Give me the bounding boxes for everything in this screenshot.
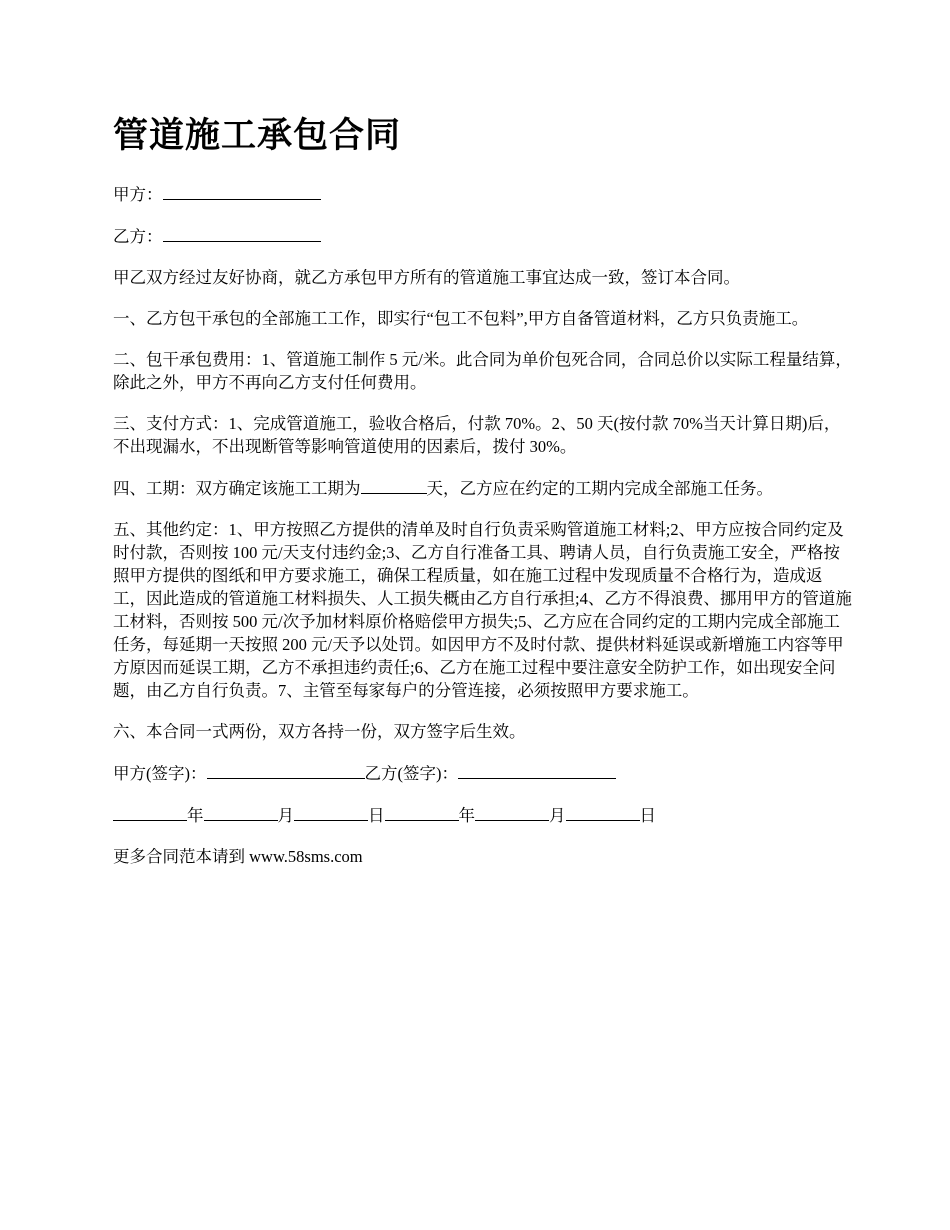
construction-days-blank	[361, 476, 427, 494]
clause-6: 六、本合同一式两份，双方各持一份，双方签字后生效。	[113, 722, 526, 741]
year-b-blank	[385, 803, 459, 821]
party-b-line	[113, 224, 853, 248]
date-line	[113, 803, 853, 827]
month-a-label: 月	[277, 806, 294, 825]
signature-line	[113, 761, 853, 785]
party-a-label: 甲方：	[113, 185, 163, 204]
sign-b-blank	[458, 761, 616, 779]
contract-page	[113, 110, 853, 886]
day-b-label: 日	[639, 806, 656, 825]
day-a-blank	[294, 803, 368, 821]
year-a-blank	[113, 803, 187, 821]
clause-1: 一、乙方包干承包的全部施工工作，即实行“包工不包料”,甲方自备管道材料，乙方只负责施工。	[113, 309, 809, 328]
month-b-label: 月	[549, 806, 566, 825]
sign-b-label: 乙方(签字)：	[364, 764, 458, 783]
year-b-label: 年	[458, 806, 475, 825]
clause-4	[113, 476, 853, 500]
clause-3: 三、支付方式：1、完成管道施工，验收合格后，付款 70%。2、50 天(按付款 70%当天计算日期)后，不出现漏水，不出现断管等影响管道使用的因素后，拨付 30%。	[113, 414, 841, 456]
clause-2: 二、包干承包费用：1、管道施工制作 5 元/米。此合同为单价包死合同，合同总价以实际工程量结算，除此之外，甲方不再向乙方支付任何费用。	[113, 350, 852, 392]
clause-4-prefix: 四、工期：双方确定该施工工期为	[113, 479, 361, 498]
clause-5: 五、其他约定：1、甲方按照乙方提供的清单及时自行负责采购管道施工材料;2、甲方应按合同约定及时付款，否则按 100 元/天支付违约金;3、乙方自行准备工具、聘请人员，自行负责施工安全，严格按照甲方提供的图纸和甲方要求施工，确保工程质量，如在施工过程中发现质量不合格行为，造成返工，因此造成的管道施工材料损失、人工损失概由乙方自行承担;4、乙方不得浪费、挪用甲方的管道施工材料，否则按 500 元/次予加材料原价格赔偿甲方损失;5、乙方应在合同约定的工期内完成全部施工任务，每延期一天按照 200 元/天予以处罚。如因甲方不及时付款、提供材料延误或新增施工内容等甲方原因而延误工期，乙方不承担违约责任;6、乙方在施工过程中要注意安全防护工作，如出现安全问题，由乙方自行负责。7、主管至每家每户的分管连接，必须按照甲方要求施工。	[113, 520, 852, 700]
page-title: 管道施工承包合同	[113, 116, 402, 156]
year-a-label: 年	[187, 806, 204, 825]
party-a-line	[113, 182, 853, 206]
party-b-blank	[163, 224, 321, 242]
footer-note: 更多合同范本请到 www.58sms.com	[113, 847, 363, 866]
day-b-blank	[566, 803, 640, 821]
month-b-blank	[475, 803, 549, 821]
sign-a-label: 甲方(签字)：	[113, 764, 207, 783]
clause-4-suffix: 天，乙方应在约定的工期内完成全部施工任务。	[426, 479, 773, 498]
sign-a-blank	[207, 761, 365, 779]
month-a-blank	[204, 803, 278, 821]
party-a-blank	[163, 182, 321, 200]
party-b-label: 乙方：	[113, 227, 163, 246]
intro-paragraph: 甲乙双方经过友好协商，就乙方承包甲方所有的管道施工事宜达成一致，签订本合同。	[113, 268, 740, 287]
day-a-label: 日	[368, 806, 385, 825]
